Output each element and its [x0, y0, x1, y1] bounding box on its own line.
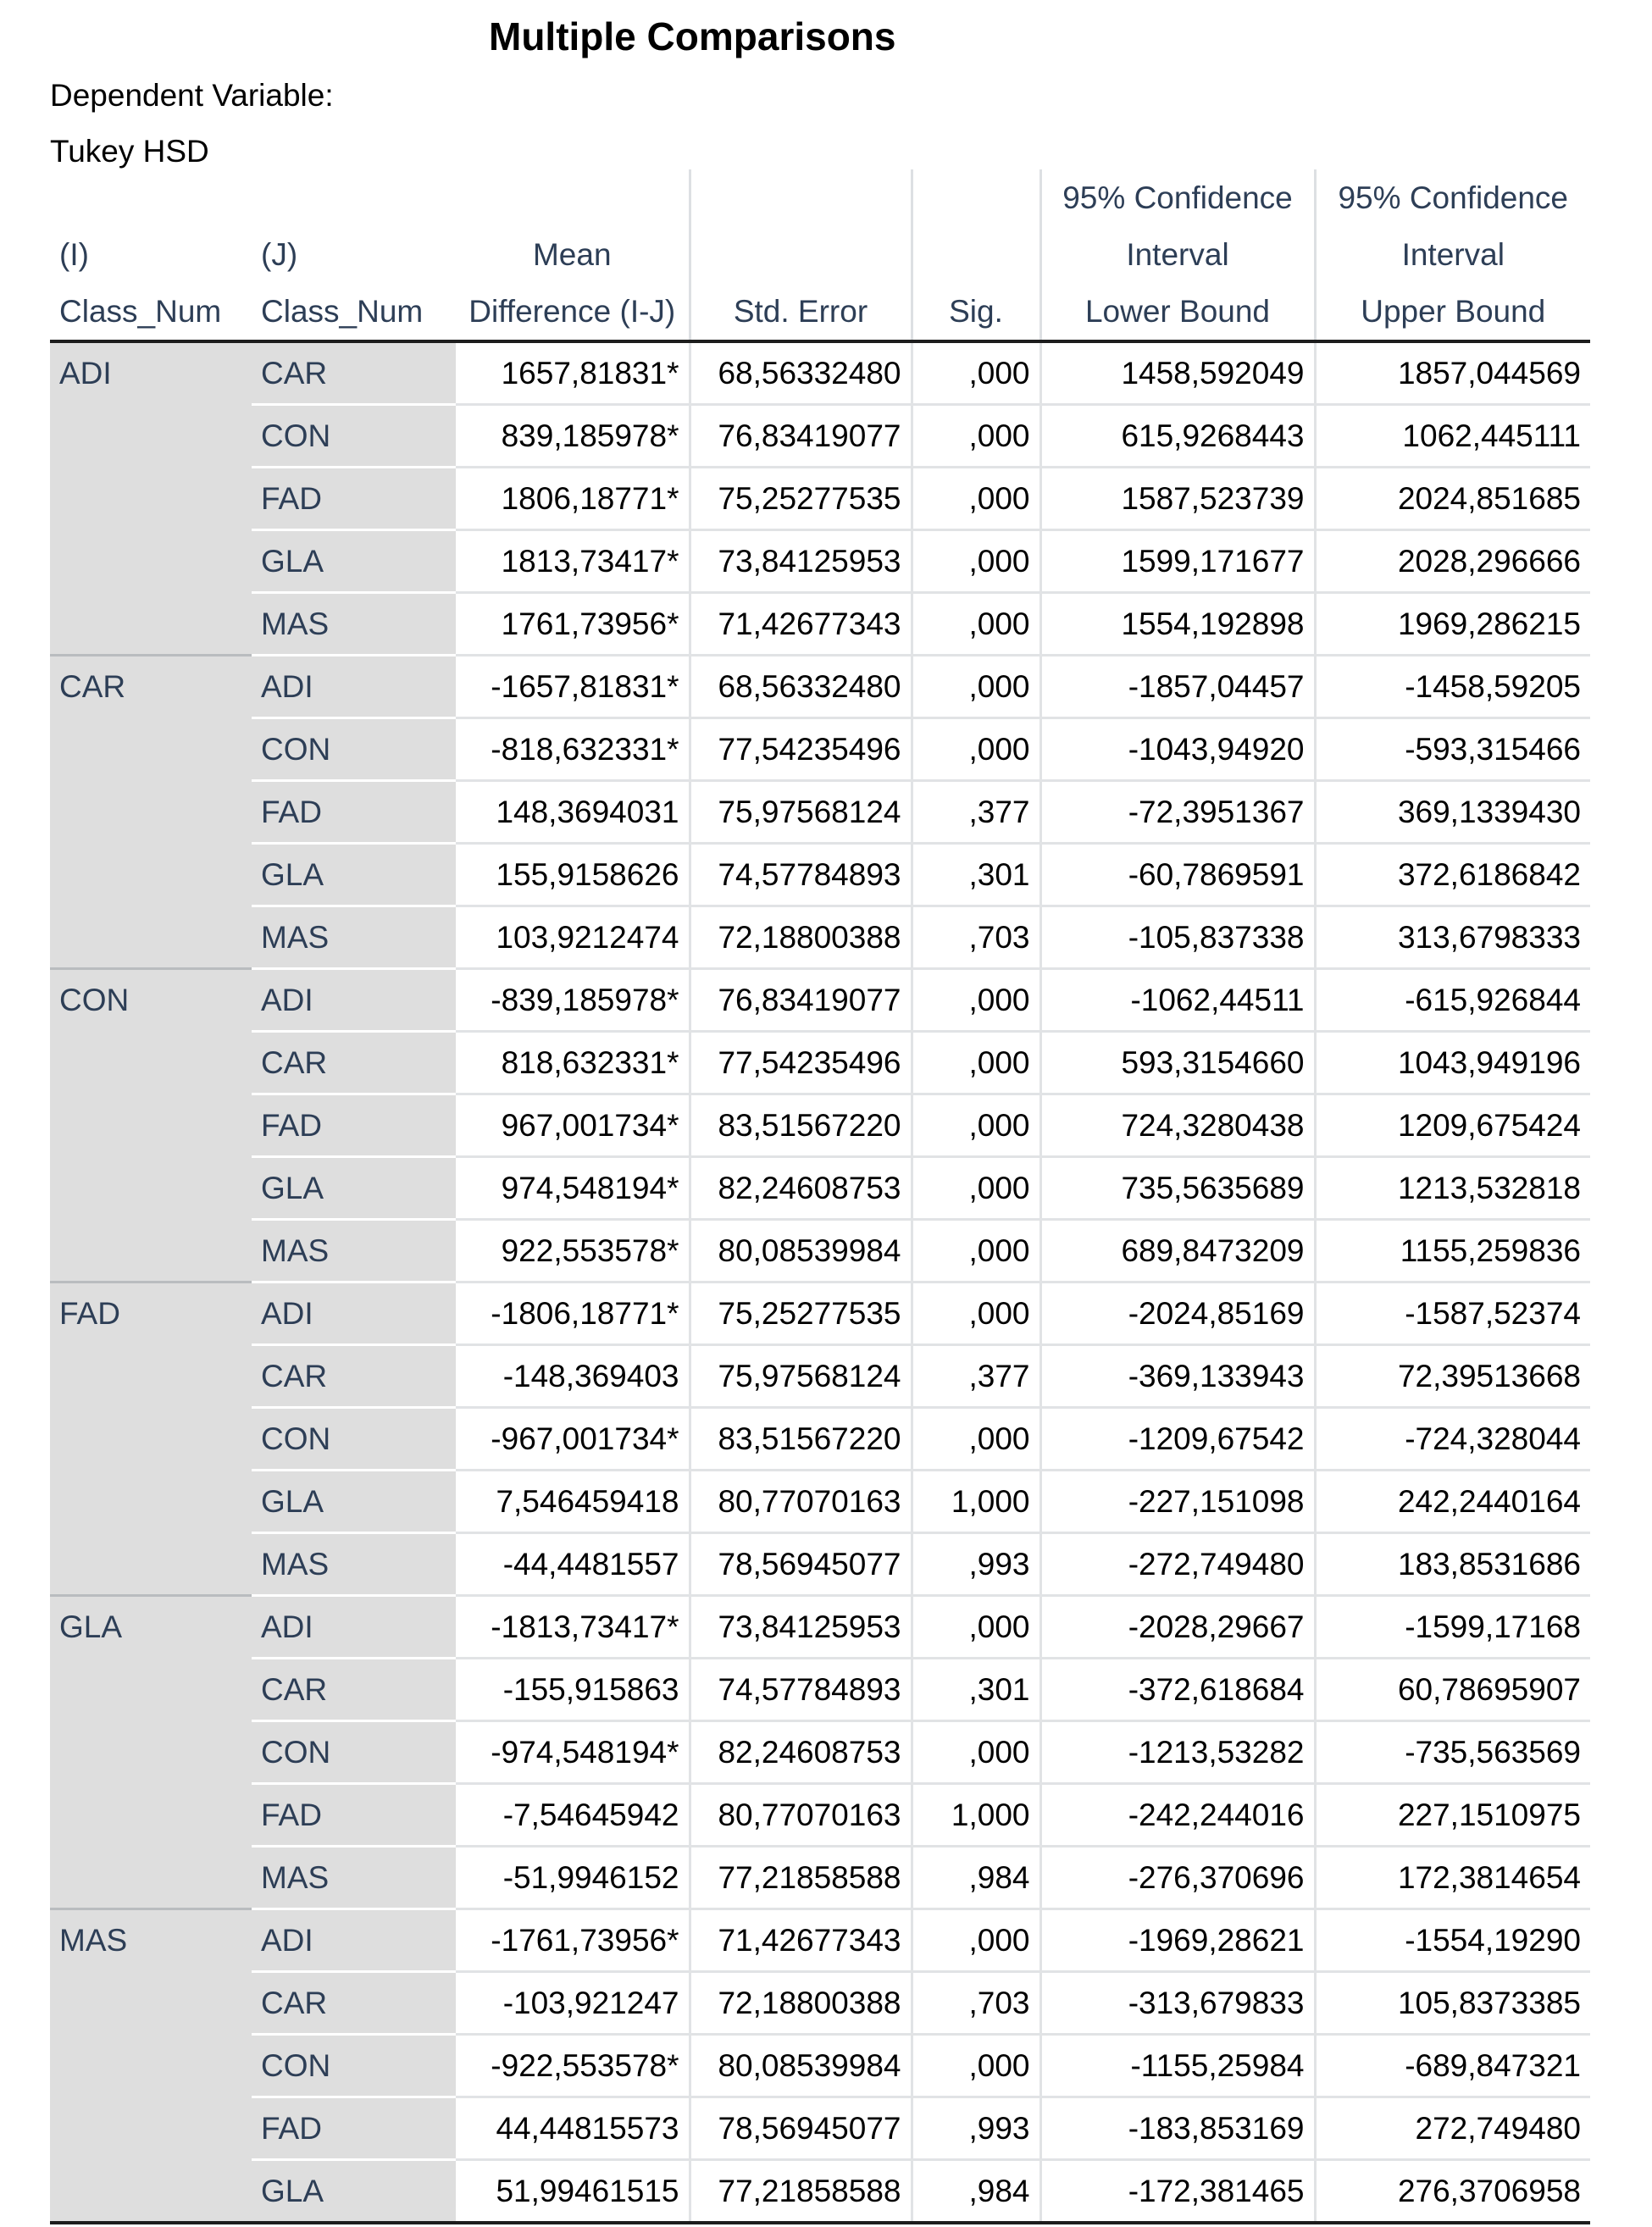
table-row [50, 2097, 1590, 2160]
lower-bound-cell: -313,679833 [1040, 1972, 1315, 2035]
mean-difference-cell: 148,3694031 [456, 781, 690, 844]
table-row [50, 844, 1590, 906]
lower-bound-cell: 593,3154660 [1040, 1032, 1315, 1094]
sig-cell: ,000 [912, 1032, 1040, 1094]
header-row-3 [50, 283, 1590, 341]
lower-bound-cell: -60,7869591 [1040, 844, 1315, 906]
lower-bound-cell: 1458,592049 [1040, 341, 1315, 405]
lower-bound-cell: -1209,67542 [1040, 1408, 1315, 1471]
header-lower-ci-line1: 95% Confidence [1040, 169, 1315, 226]
table-title: Multiple Comparisons [489, 14, 896, 58]
j-class-cell: CON [252, 718, 456, 781]
dependent-variable-label: Dependent Variable: [50, 78, 334, 113]
table-row [50, 1408, 1590, 1471]
lower-bound-cell: -227,151098 [1040, 1471, 1315, 1533]
upper-bound-cell: -1554,19290 [1315, 1909, 1590, 1972]
upper-bound-cell: 272,749480 [1315, 2097, 1590, 2160]
table-row [50, 2035, 1590, 2097]
std-error-cell: 83,51567220 [690, 1094, 912, 1157]
sig-cell: ,377 [912, 1345, 1040, 1408]
mean-difference-cell: 1813,73417* [456, 530, 690, 593]
header-cell-blank [912, 226, 1040, 283]
mean-difference-cell: -155,915863 [456, 1659, 690, 1721]
table-row [50, 1282, 1590, 1345]
header-i-line1: (I) [59, 237, 89, 272]
mean-difference-cell: -51,9946152 [456, 1847, 690, 1909]
sig-cell: ,000 [912, 656, 1040, 718]
table-row [50, 1533, 1590, 1596]
table-row [50, 530, 1590, 593]
upper-bound-cell: 276,3706958 [1315, 2160, 1590, 2224]
table-row [50, 969, 1590, 1032]
header-mean-line1: Mean [532, 237, 612, 272]
upper-bound-cell: 60,78695907 [1315, 1659, 1590, 1721]
std-error-cell: 80,08539984 [690, 2035, 912, 2097]
header-lower-ci-line2: Interval [1040, 226, 1315, 283]
std-error-cell: 75,25277535 [690, 468, 912, 530]
header-j-line1: (J) [261, 237, 298, 272]
std-error-cell: 77,54235496 [690, 1032, 912, 1094]
sig-cell: ,377 [912, 781, 1040, 844]
std-error-cell: 76,83419077 [690, 969, 912, 1032]
upper-bound-cell: 105,8373385 [1315, 1972, 1590, 2035]
mean-difference-cell: -1761,73956* [456, 1909, 690, 1972]
j-class-cell: GLA [252, 844, 456, 906]
j-class-cell: FAD [252, 468, 456, 530]
upper-bound-cell: -1587,52374 [1315, 1282, 1590, 1345]
header-upper-ci-line2: Interval [1315, 226, 1590, 283]
upper-bound-cell: 1062,445111 [1315, 405, 1590, 468]
table-row [50, 1157, 1590, 1220]
std-error-cell: 72,18800388 [690, 906, 912, 969]
sig-cell: ,703 [912, 906, 1040, 969]
mean-difference-cell: -103,921247 [456, 1972, 690, 2035]
header-cell-blank [50, 169, 252, 226]
table-row [50, 1471, 1590, 1533]
j-class-cell: MAS [252, 1533, 456, 1596]
table-row [50, 2160, 1590, 2224]
upper-bound-cell: -593,315466 [1315, 718, 1590, 781]
sig-cell: ,000 [912, 1220, 1040, 1282]
lower-bound-cell: -1213,53282 [1040, 1721, 1315, 1784]
table-body [50, 341, 1590, 2223]
upper-bound-cell: 227,1510975 [1315, 1784, 1590, 1847]
sig-cell: ,000 [912, 1094, 1040, 1157]
upper-bound-cell: -735,563569 [1315, 1721, 1590, 1784]
mean-difference-cell: 967,001734* [456, 1094, 690, 1157]
j-class-cell: FAD [252, 1784, 456, 1847]
sig-cell: ,000 [912, 1282, 1040, 1345]
table-row [50, 656, 1590, 718]
table-row [50, 1909, 1590, 1972]
lower-bound-cell: -183,853169 [1040, 2097, 1315, 2160]
j-class-cell: CON [252, 1408, 456, 1471]
sig-cell: ,000 [912, 1721, 1040, 1784]
j-class-cell: GLA [252, 1157, 456, 1220]
mean-difference-cell: 974,548194* [456, 1157, 690, 1220]
sig-cell: ,301 [912, 1659, 1040, 1721]
sig-cell: ,000 [912, 1909, 1040, 1972]
std-error-cell: 80,77070163 [690, 1471, 912, 1533]
table-row [50, 718, 1590, 781]
lower-bound-cell: -272,749480 [1040, 1533, 1315, 1596]
table-row [50, 1345, 1590, 1408]
upper-bound-cell: 2024,851685 [1315, 468, 1590, 530]
sig-cell: ,000 [912, 405, 1040, 468]
i-class-cell: FAD [50, 1282, 252, 1596]
j-class-cell: ADI [252, 1909, 456, 1972]
j-class-cell: GLA [252, 1471, 456, 1533]
std-error-cell: 68,56332480 [690, 341, 912, 405]
mean-difference-cell: 155,9158626 [456, 844, 690, 906]
std-error-cell: 78,56945077 [690, 2097, 912, 2160]
lower-bound-cell: 689,8473209 [1040, 1220, 1315, 1282]
sig-cell: ,993 [912, 1533, 1040, 1596]
std-error-cell: 71,42677343 [690, 1909, 912, 1972]
mean-difference-cell: -922,553578* [456, 2035, 690, 2097]
j-class-cell: FAD [252, 1094, 456, 1157]
sig-cell: ,000 [912, 718, 1040, 781]
std-error-cell: 77,21858588 [690, 2160, 912, 2224]
lower-bound-cell: -1969,28621 [1040, 1909, 1315, 1972]
std-error-cell: 80,08539984 [690, 1220, 912, 1282]
sig-cell: ,000 [912, 593, 1040, 656]
table-row [50, 1659, 1590, 1721]
upper-bound-cell: 369,1339430 [1315, 781, 1590, 844]
j-class-cell: MAS [252, 1220, 456, 1282]
header-row-2 [50, 226, 1590, 283]
upper-bound-cell: 1213,532818 [1315, 1157, 1590, 1220]
lower-bound-cell: 615,9268443 [1040, 405, 1315, 468]
upper-bound-cell: -615,926844 [1315, 969, 1590, 1032]
sig-cell: ,703 [912, 1972, 1040, 2035]
upper-bound-cell: 183,8531686 [1315, 1533, 1590, 1596]
sig-cell: ,000 [912, 530, 1040, 593]
j-class-cell: GLA [252, 2160, 456, 2224]
table-row [50, 781, 1590, 844]
header-cell-blank [690, 226, 912, 283]
std-error-cell: 83,51567220 [690, 1408, 912, 1471]
lower-bound-cell: -2024,85169 [1040, 1282, 1315, 1345]
table-row [50, 1094, 1590, 1157]
mean-difference-cell: -1806,18771* [456, 1282, 690, 1345]
std-error-cell: 77,21858588 [690, 1847, 912, 1909]
mean-difference-cell: 1657,81831* [456, 341, 690, 405]
lower-bound-cell: -1857,04457 [1040, 656, 1315, 718]
header-upper-bound: Upper Bound [1315, 283, 1590, 341]
std-error-cell: 75,97568124 [690, 781, 912, 844]
upper-bound-cell: -1599,17168 [1315, 1596, 1590, 1659]
mean-difference-cell: -44,4481557 [456, 1533, 690, 1596]
j-class-cell: CAR [252, 341, 456, 405]
upper-bound-cell: 1857,044569 [1315, 341, 1590, 405]
sig-cell: ,301 [912, 844, 1040, 906]
mean-difference-cell: -148,369403 [456, 1345, 690, 1408]
j-class-cell: ADI [252, 656, 456, 718]
header-cell-blank [252, 169, 456, 226]
sig-cell: ,000 [912, 969, 1040, 1032]
mean-difference-cell: -974,548194* [456, 1721, 690, 1784]
sig-cell: ,000 [912, 341, 1040, 405]
std-error-cell: 82,24608753 [690, 1721, 912, 1784]
upper-bound-cell: 72,39513668 [1315, 1345, 1590, 1408]
mean-difference-cell: -1657,81831* [456, 656, 690, 718]
std-error-cell: 73,84125953 [690, 1596, 912, 1659]
mean-difference-cell: 839,185978* [456, 405, 690, 468]
std-error-cell: 82,24608753 [690, 1157, 912, 1220]
header-sig: Sig. [912, 283, 1040, 341]
std-error-cell: 74,57784893 [690, 1659, 912, 1721]
table-row [50, 906, 1590, 969]
header-row-1 [50, 169, 1590, 226]
j-class-cell: MAS [252, 906, 456, 969]
std-error-cell: 71,42677343 [690, 593, 912, 656]
lower-bound-cell: -242,244016 [1040, 1784, 1315, 1847]
lower-bound-cell: -372,618684 [1040, 1659, 1315, 1721]
mean-difference-cell: 7,546459418 [456, 1471, 690, 1533]
upper-bound-cell: 1155,259836 [1315, 1220, 1590, 1282]
sig-cell: ,000 [912, 1157, 1040, 1220]
lower-bound-cell: -2028,29667 [1040, 1596, 1315, 1659]
j-class-cell: CAR [252, 1032, 456, 1094]
table-header [50, 169, 1590, 341]
mean-difference-cell: -967,001734* [456, 1408, 690, 1471]
mean-difference-cell: 103,9212474 [456, 906, 690, 969]
std-error-cell: 73,84125953 [690, 530, 912, 593]
table-row [50, 1220, 1590, 1282]
lower-bound-cell: 735,5635689 [1040, 1157, 1315, 1220]
mean-difference-cell: 44,44815573 [456, 2097, 690, 2160]
sig-cell: 1,000 [912, 1471, 1040, 1533]
table-row [50, 468, 1590, 530]
lower-bound-cell: 1587,523739 [1040, 468, 1315, 530]
j-class-cell: ADI [252, 969, 456, 1032]
std-error-cell: 75,25277535 [690, 1282, 912, 1345]
sig-cell: ,000 [912, 468, 1040, 530]
header-cell-blank [912, 169, 1040, 226]
std-error-cell: 77,54235496 [690, 718, 912, 781]
table-row [50, 593, 1590, 656]
i-class-cell: ADI [50, 341, 252, 656]
j-class-cell: FAD [252, 2097, 456, 2160]
sig-cell: ,984 [912, 1847, 1040, 1909]
lower-bound-cell: 724,3280438 [1040, 1094, 1315, 1157]
lower-bound-cell: -105,837338 [1040, 906, 1315, 969]
upper-bound-cell: 1209,675424 [1315, 1094, 1590, 1157]
lower-bound-cell: -369,133943 [1040, 1345, 1315, 1408]
table-row [50, 1847, 1590, 1909]
j-class-cell: FAD [252, 781, 456, 844]
header-j-line2: Class_Num [252, 283, 456, 341]
lower-bound-cell: -172,381465 [1040, 2160, 1315, 2224]
std-error-cell: 78,56945077 [690, 1533, 912, 1596]
j-class-cell: GLA [252, 530, 456, 593]
upper-bound-cell: 2028,296666 [1315, 530, 1590, 593]
header-mean-line2: Difference (I-J) [456, 283, 690, 341]
table-row [50, 341, 1590, 405]
method-label: Tukey HSD [50, 134, 209, 169]
header-cell-blank [690, 169, 912, 226]
sig-cell: ,993 [912, 2097, 1040, 2160]
j-class-cell: CON [252, 1721, 456, 1784]
i-class-cell: CON [50, 969, 252, 1282]
upper-bound-cell: 372,6186842 [1315, 844, 1590, 906]
j-class-cell: ADI [252, 1596, 456, 1659]
j-class-cell: MAS [252, 1847, 456, 1909]
j-class-cell: ADI [252, 1282, 456, 1345]
upper-bound-cell: 242,2440164 [1315, 1471, 1590, 1533]
upper-bound-cell: -1458,59205 [1315, 656, 1590, 718]
sig-cell: ,000 [912, 1408, 1040, 1471]
std-error-cell: 74,57784893 [690, 844, 912, 906]
j-class-cell: CON [252, 2035, 456, 2097]
table-row [50, 1596, 1590, 1659]
j-class-cell: CAR [252, 1659, 456, 1721]
table-row [50, 1032, 1590, 1094]
mean-difference-cell: 1806,18771* [456, 468, 690, 530]
mean-difference-cell: -7,54645942 [456, 1784, 690, 1847]
upper-bound-cell: 1969,286215 [1315, 593, 1590, 656]
upper-bound-cell: 172,3814654 [1315, 1847, 1590, 1909]
sig-cell: ,000 [912, 1596, 1040, 1659]
lower-bound-cell: -1062,44511 [1040, 969, 1315, 1032]
j-class-cell: MAS [252, 593, 456, 656]
header-cell-blank [456, 169, 690, 226]
i-class-cell: GLA [50, 1596, 252, 1909]
sig-cell: ,984 [912, 2160, 1040, 2224]
j-class-cell: CON [252, 405, 456, 468]
header-upper-ci-line1: 95% Confidence [1315, 169, 1590, 226]
std-error-cell: 80,77070163 [690, 1784, 912, 1847]
j-class-cell: CAR [252, 1345, 456, 1408]
mean-difference-cell: -839,185978* [456, 969, 690, 1032]
upper-bound-cell: -724,328044 [1315, 1408, 1590, 1471]
sig-cell: ,000 [912, 2035, 1040, 2097]
header-std-error: Std. Error [690, 283, 912, 341]
mean-difference-cell: -818,632331* [456, 718, 690, 781]
header-i-line2: Class_Num [50, 283, 252, 341]
header-lower-bound: Lower Bound [1040, 283, 1315, 341]
std-error-cell: 72,18800388 [690, 1972, 912, 2035]
std-error-cell: 68,56332480 [690, 656, 912, 718]
mean-difference-cell: -1813,73417* [456, 1596, 690, 1659]
lower-bound-cell: 1599,171677 [1040, 530, 1315, 593]
lower-bound-cell: -72,3951367 [1040, 781, 1315, 844]
mean-difference-cell: 1761,73956* [456, 593, 690, 656]
lower-bound-cell: -1043,94920 [1040, 718, 1315, 781]
lower-bound-cell: -276,370696 [1040, 1847, 1315, 1909]
i-class-cell: MAS [50, 1909, 252, 2224]
mean-difference-cell: 922,553578* [456, 1220, 690, 1282]
i-class-cell: CAR [50, 656, 252, 969]
table-row [50, 1784, 1590, 1847]
table-row [50, 1972, 1590, 2035]
upper-bound-cell: 313,6798333 [1315, 906, 1590, 969]
j-class-cell: CAR [252, 1972, 456, 2035]
multiple-comparisons-table [50, 169, 1590, 2224]
upper-bound-cell: 1043,949196 [1315, 1032, 1590, 1094]
upper-bound-cell: -689,847321 [1315, 2035, 1590, 2097]
std-error-cell: 76,83419077 [690, 405, 912, 468]
lower-bound-cell: -1155,25984 [1040, 2035, 1315, 2097]
sig-cell: 1,000 [912, 1784, 1040, 1847]
std-error-cell: 75,97568124 [690, 1345, 912, 1408]
lower-bound-cell: 1554,192898 [1040, 593, 1315, 656]
table-row [50, 405, 1590, 468]
mean-difference-cell: 818,632331* [456, 1032, 690, 1094]
table-row [50, 1721, 1590, 1784]
mean-difference-cell: 51,99461515 [456, 2160, 690, 2224]
